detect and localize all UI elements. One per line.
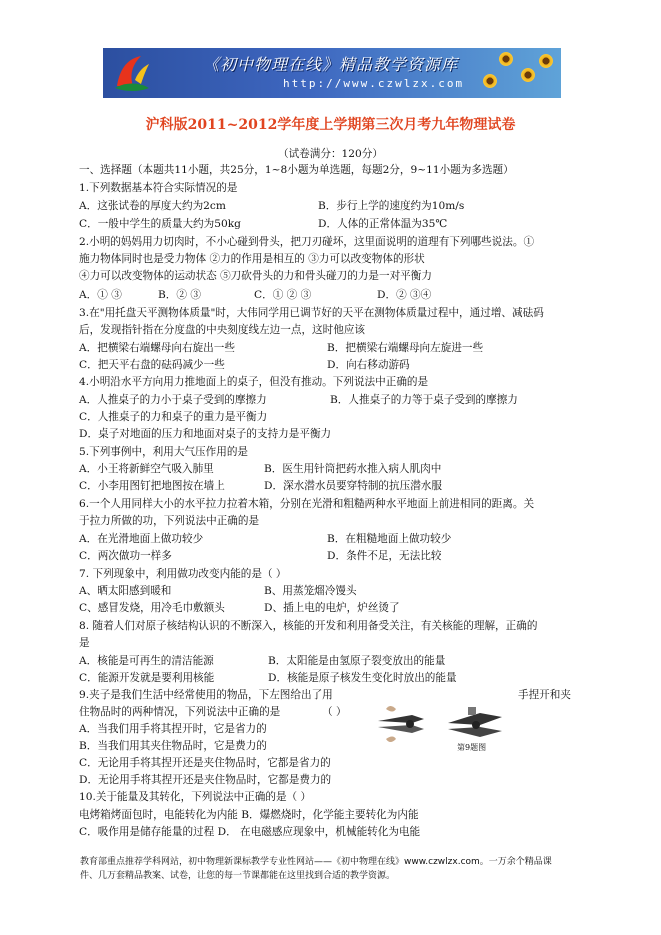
figure-caption: 第9题图 — [457, 743, 487, 752]
option-10cd: C．吸作用是储存能量的过程 D． 在电磁感应现象中，机械能转化为电能 — [79, 826, 421, 838]
question-9: 9.夹子是我们生活中经常使用的物品，下左图给出了用 — [79, 689, 333, 701]
option-5d: D．深水潜水员要穿特制的抗压潜水服 — [264, 480, 442, 492]
option-6a: A．在光滑地面上做功较少 — [79, 533, 204, 545]
option-1d: D．人体的正常体温为35℃ — [318, 218, 448, 230]
question-1: 1.下列数据基本符合实际情况的是 — [79, 182, 238, 194]
option-7a: A、晒太阳感到暖和 — [79, 585, 172, 597]
exam-title: 沪科版2011~2012学年度上学期第三次月考九年物理试卷 — [145, 117, 516, 133]
option-6b: B．在粗糙地面上做功较少 — [327, 533, 452, 545]
option-7d: D、插上电的电炉，炉丝烫了 — [264, 602, 400, 614]
option-3b: B．把横梁右端螺母向左旋进一些 — [327, 342, 484, 354]
question-3-cont: 后，发现指针指在分度盘的中央刻度线左边一点，这时他应该 — [79, 324, 366, 336]
question-6-cont: 于拉力所做的功，下列说法中正确的是 — [79, 515, 260, 527]
option-4b: B．人推桌子的力等于桌子受到的摩擦力 — [330, 394, 518, 406]
question-2-cont: ④力可以改变物体的运动状态 ⑤刀砍骨头的力和骨头碰刀的力是一对平衡力 — [79, 270, 432, 282]
option-1b: B．步行上学的速度约为10m/s — [318, 200, 465, 212]
option-1a: A．这张试卷的厚度大约为2cm — [79, 200, 226, 212]
option-9a: A．当我们用手将其捏开时，它是省力的 — [79, 723, 267, 735]
question-5: 5.下列事例中，利用大气压作用的是 — [79, 446, 249, 458]
option-9c: C．无论用手将其捏开还是夹住物品时，它都是省力的 — [79, 757, 331, 769]
question-10: 10.关于能量及其转化，下列说法中正确的是（ ） — [79, 791, 312, 803]
option-5c: C．小李用图钉把地图按在墙上 — [79, 480, 225, 492]
question-8-cont: 是 — [79, 637, 90, 649]
option-8d: D．核能是原子核发生变化时放出的能量 — [268, 672, 457, 684]
option-8c: C．能源开发就是要利用核能 — [79, 672, 215, 684]
banner-title: 《初中物理在线》精品教学资源库 — [203, 55, 459, 74]
question-6: 6.一个人用同样大小的水平拉力拉着木箱，分别在光滑和粗糙两种水平地面上前进相同的距离。关 — [79, 498, 535, 510]
option-2c: C．① ② ③ — [254, 289, 312, 301]
option-6d: D．条件不足，无法比较 — [327, 550, 442, 562]
option-4c: C．人推桌子的力和桌子的重力是平衡力 — [79, 411, 268, 423]
option-7c: C、感冒发烧，用冷毛巾敷额头 — [79, 602, 225, 614]
logo-icon — [111, 52, 151, 94]
option-9d: D．无论用手将其捏开还是夹住物品时，它都是费力的 — [79, 774, 332, 786]
option-10ab: 电烤箱烤面包时，电能转化为内能 B．爆燃烧时，化学能主要转化为内能 — [79, 809, 419, 821]
question-4: 4.小明沿水平方向用力推地面上的桌子，但没有推动。下列说法中正确的是 — [79, 376, 429, 388]
option-8b: B．太阳能是由氢原子裂变放出的能量 — [268, 655, 446, 667]
question-9-right: 手捏开和夹 — [518, 689, 571, 701]
question-2: 2.小明的妈妈用力切肉时，不小心碰到骨头，把刀刃碰坏，这里面说明的道理有下列哪些说法。① — [79, 236, 535, 248]
option-8a: A．核能是可再生的清洁能源 — [79, 655, 214, 667]
option-2d: D．② ③④ — [377, 289, 432, 301]
exam-score: （试卷满分：120分） — [278, 148, 383, 160]
answer-blank-9: （ ） — [322, 706, 347, 718]
question-7: 7. 下列现象中，利用做功改变内能的是（ ） — [79, 568, 287, 580]
clip-figure — [372, 701, 510, 749]
option-3a: A．把横梁右端螺母向右旋出一些 — [79, 342, 235, 354]
question-8: 8. 随着人们对原子核结构认识的不断深入，核能的开发和利用备受关注，有关核能的理解，正确的 — [79, 620, 538, 632]
question-2-cont: 施力物体同时也是受力物体 ②力的作用是相互的 ③力可以改变物体的形状 — [79, 253, 425, 265]
sunflower-icon — [499, 52, 513, 66]
option-4a: A．人推桌子的力小于桌子受到的摩擦力 — [79, 394, 267, 406]
option-2a: A．① ③ — [79, 289, 122, 301]
footer-line: 教育部重点推荐学科网站，初中物理新课标教学专业性网站——《初中物理在线》www.czwlzx.com。一万余个精品课 — [80, 857, 552, 867]
banner-url[interactable]: http://www.czwlzx.com — [283, 77, 465, 90]
option-5a: A．小王将新鲜空气吸入肺里 — [79, 463, 214, 475]
option-4d: D．桌子对地面的压力和地面对桌子的支持力是平衡力 — [79, 428, 332, 440]
sunflower-icon — [483, 74, 497, 88]
header-banner — [103, 48, 561, 98]
option-3d: D．向右移动游码 — [327, 359, 410, 371]
option-3c: C．把天平右盘的砝码减少一些 — [79, 359, 225, 371]
option-7b: B、用蒸笼熘冷馒头 — [264, 585, 357, 597]
sunflower-icon — [521, 68, 535, 82]
question-9-cont: 住物品时的两种情况，下列说法中正确的是 — [79, 706, 281, 718]
footer-line: 件、几万套精品教案、试卷，让您的每一节课都能在这里找到合适的教学资源。 — [80, 871, 396, 881]
option-6c: C．两次做功一样多 — [79, 550, 172, 562]
option-2b: B．② ③ — [158, 289, 201, 301]
section-heading: 一、选择题（本题共11小题，共25分，1~8小题为单选题，每题2分，9~11小题为多选题） — [79, 164, 514, 176]
option-1c: C．一般中学生的质量大约为50kg — [79, 218, 241, 230]
clip-illustration — [372, 701, 510, 749]
option-9b: B．当我们用其夹住物品时，它是费力的 — [79, 740, 267, 752]
question-3: 3.在"用托盘天平测物体质量"时，大伟同学用已调节好的天平在测物体质量过程中，通过增、减砝码 — [79, 307, 544, 319]
sunflower-icon — [539, 54, 553, 68]
option-5b: B．医生用针筒把药水推入病人肌肉中 — [264, 463, 442, 475]
